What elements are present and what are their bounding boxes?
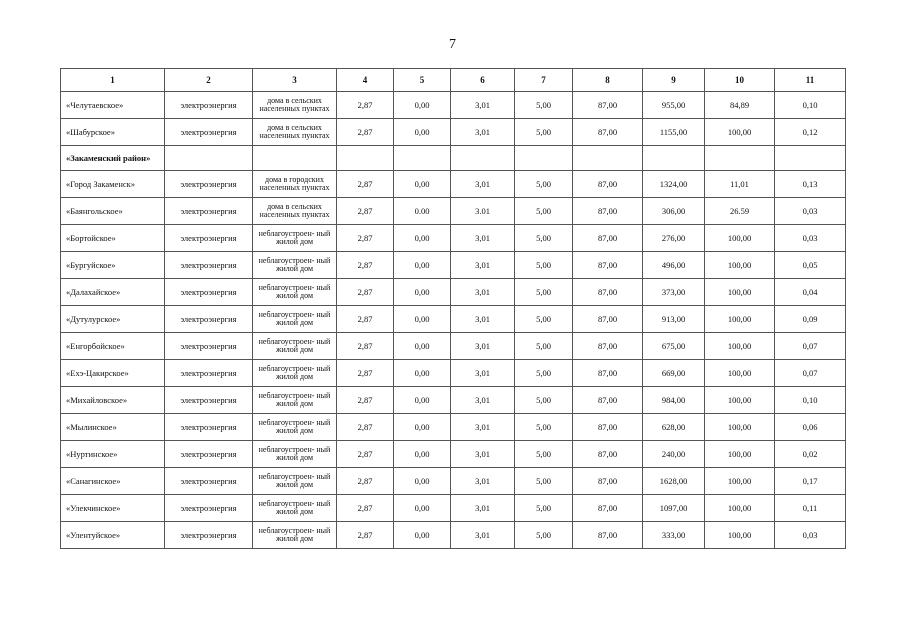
table-cell: 2,87 <box>337 441 394 468</box>
table-cell: 87,00 <box>573 225 643 252</box>
table-cell: 5,00 <box>515 119 573 146</box>
table-cell: электроэнергия <box>165 225 253 252</box>
table-cell: 0,06 <box>775 414 846 441</box>
table-cell: 87,00 <box>573 441 643 468</box>
table-cell: 913,00 <box>643 306 705 333</box>
table-cell: 100,00 <box>705 333 775 360</box>
table-cell: электроэнергия <box>165 468 253 495</box>
column-header: 4 <box>337 69 394 92</box>
table-cell: 5,00 <box>515 198 573 225</box>
table-cell: неблагоустроен- ный жилой дом <box>253 495 337 522</box>
table-cell: 87,00 <box>573 198 643 225</box>
table-cell: 3,01 <box>451 441 515 468</box>
table-cell: 0,02 <box>775 441 846 468</box>
table-cell: электроэнергия <box>165 441 253 468</box>
table-cell: 100,00 <box>705 360 775 387</box>
table-cell: 0,00 <box>394 306 451 333</box>
table-cell: 5,00 <box>515 387 573 414</box>
table-cell: 3,01 <box>451 306 515 333</box>
table-cell: 0,00 <box>394 119 451 146</box>
table-cell: 0,13 <box>775 171 846 198</box>
table-row <box>61 225 846 252</box>
table-cell: «Михайловское» <box>61 387 165 414</box>
table-cell: 5,00 <box>515 225 573 252</box>
table-cell: неблагоустроен- ный жилой дом <box>253 279 337 306</box>
table-cell: электроэнергия <box>165 495 253 522</box>
table-cell: 5,00 <box>515 495 573 522</box>
column-header: 5 <box>394 69 451 92</box>
table-cell: 3,01 <box>451 360 515 387</box>
table-cell <box>705 146 775 171</box>
table-cell: 0,10 <box>775 387 846 414</box>
table-cell: 0,00 <box>394 279 451 306</box>
table-cell: 2,87 <box>337 252 394 279</box>
table-cell: 100,00 <box>705 279 775 306</box>
table-cell <box>337 146 394 171</box>
column-header: 2 <box>165 69 253 92</box>
table-cell: 0,00 <box>394 225 451 252</box>
table-cell: 5,00 <box>515 279 573 306</box>
table-cell: неблагоустроен- ный жилой дом <box>253 414 337 441</box>
table-cell: дома в сельских населенных пунктах <box>253 92 337 119</box>
table-cell: «Ехэ-Цакирское» <box>61 360 165 387</box>
table-cell: электроэнергия <box>165 92 253 119</box>
table-cell: 3,01 <box>451 92 515 119</box>
table-cell: 669,00 <box>643 360 705 387</box>
table-cell: 5,00 <box>515 522 573 549</box>
table-cell: 0,03 <box>775 522 846 549</box>
table-cell: 0,17 <box>775 468 846 495</box>
table-cell: 5,00 <box>515 414 573 441</box>
table-cell: 2,87 <box>337 225 394 252</box>
table-cell: 87,00 <box>573 333 643 360</box>
table-cell: 100,00 <box>705 441 775 468</box>
table-cell: электроэнергия <box>165 522 253 549</box>
table-cell: электроэнергия <box>165 414 253 441</box>
table-cell: 87,00 <box>573 360 643 387</box>
table-cell: неблагоустроен- ный жилой дом <box>253 468 337 495</box>
table-cell: 5,00 <box>515 306 573 333</box>
table-cell <box>643 146 705 171</box>
table-cell: 100,00 <box>705 119 775 146</box>
table-cell: 87,00 <box>573 171 643 198</box>
column-header: 7 <box>515 69 573 92</box>
table-row <box>61 495 846 522</box>
table-cell: 5,00 <box>515 252 573 279</box>
table-cell: 87,00 <box>573 92 643 119</box>
table-cell: 0,00 <box>394 360 451 387</box>
section-title: «Закаменский район» <box>61 146 165 171</box>
table-cell: 100,00 <box>705 468 775 495</box>
table-cell <box>394 146 451 171</box>
table-cell: 3,01 <box>451 252 515 279</box>
table-cell: 100,00 <box>705 252 775 279</box>
table-cell: 955,00 <box>643 92 705 119</box>
table-cell: «Санагинское» <box>61 468 165 495</box>
table-cell: 2,87 <box>337 333 394 360</box>
table-cell <box>573 146 643 171</box>
table-body <box>61 69 846 549</box>
table-cell: 1155,00 <box>643 119 705 146</box>
table-cell: дома в городских населенных пунктах <box>253 171 337 198</box>
table-cell: «Баянгольское» <box>61 198 165 225</box>
table-cell: электроэнергия <box>165 198 253 225</box>
table-cell: 2,87 <box>337 495 394 522</box>
table-cell: 0,00 <box>394 522 451 549</box>
table-cell: 0,00 <box>394 333 451 360</box>
table-cell: 675,00 <box>643 333 705 360</box>
table-cell: 2,87 <box>337 522 394 549</box>
table-cell <box>515 146 573 171</box>
table-cell: 2,87 <box>337 171 394 198</box>
table-cell: 3,01 <box>451 333 515 360</box>
table-cell: 0,00 <box>394 387 451 414</box>
table-cell: «Улекчинское» <box>61 495 165 522</box>
table-row <box>61 92 846 119</box>
table-cell: электроэнергия <box>165 333 253 360</box>
table-cell: «Дутулурское» <box>61 306 165 333</box>
table-cell: 11,01 <box>705 171 775 198</box>
column-header: 10 <box>705 69 775 92</box>
table-cell: 0,00 <box>394 92 451 119</box>
table-cell: 100,00 <box>705 225 775 252</box>
table-cell: 0,03 <box>775 198 846 225</box>
table-cell: 2,87 <box>337 360 394 387</box>
table-cell: 87,00 <box>573 495 643 522</box>
table-cell: 87,00 <box>573 252 643 279</box>
table-row <box>61 441 846 468</box>
table-cell: неблагоустроен- ный жилой дом <box>253 252 337 279</box>
table-cell: 5,00 <box>515 333 573 360</box>
table-cell: 0,11 <box>775 495 846 522</box>
table-cell: электроэнергия <box>165 360 253 387</box>
table-cell: неблагоустроен- ный жилой дом <box>253 441 337 468</box>
table-cell: 3,01 <box>451 387 515 414</box>
table-cell: 2,87 <box>337 119 394 146</box>
table-cell: 0,03 <box>775 225 846 252</box>
table-row <box>61 198 846 225</box>
table-cell <box>253 146 337 171</box>
header-row <box>61 69 846 92</box>
table-cell: 0,04 <box>775 279 846 306</box>
table-cell: 5,00 <box>515 92 573 119</box>
table-cell: неблагоустроен- ный жилой дом <box>253 306 337 333</box>
table-cell: 3,01 <box>451 414 515 441</box>
section-row <box>61 146 846 171</box>
table-cell: 87,00 <box>573 279 643 306</box>
table-cell: неблагоустроен- ный жилой дом <box>253 522 337 549</box>
table-cell: 100,00 <box>705 306 775 333</box>
table-cell: «Бортойское» <box>61 225 165 252</box>
column-header: 11 <box>775 69 846 92</box>
column-header: 3 <box>253 69 337 92</box>
table-cell: 5,00 <box>515 441 573 468</box>
table-row <box>61 252 846 279</box>
table-cell: 100,00 <box>705 387 775 414</box>
table-cell: «Бургуйское» <box>61 252 165 279</box>
table-cell: 5,00 <box>515 171 573 198</box>
table-cell: «Мылинское» <box>61 414 165 441</box>
table-cell: 3,01 <box>451 171 515 198</box>
table-cell: 87,00 <box>573 522 643 549</box>
table-cell: 0,00 <box>394 468 451 495</box>
table-cell: 3,01 <box>451 522 515 549</box>
table-cell: электроэнергия <box>165 387 253 414</box>
data-table <box>60 68 846 549</box>
table-cell: 0.00 <box>394 198 451 225</box>
table-cell: «Город Закаменск» <box>61 171 165 198</box>
table-cell: 87,00 <box>573 414 643 441</box>
table-cell: 2,87 <box>337 387 394 414</box>
table-cell: 3,01 <box>451 468 515 495</box>
table-row <box>61 522 846 549</box>
table-cell: 3,01 <box>451 279 515 306</box>
table-cell: 628,00 <box>643 414 705 441</box>
table-cell: 1324,00 <box>643 171 705 198</box>
table-row <box>61 171 846 198</box>
table-cell: 0,07 <box>775 333 846 360</box>
table-row <box>61 119 846 146</box>
table-cell: 496,00 <box>643 252 705 279</box>
table-cell <box>451 146 515 171</box>
table-cell: 26.59 <box>705 198 775 225</box>
table-cell: 0,00 <box>394 441 451 468</box>
table-cell: 306,00 <box>643 198 705 225</box>
table-cell: «Челутаевское» <box>61 92 165 119</box>
column-header: 8 <box>573 69 643 92</box>
table-cell <box>775 146 846 171</box>
table-cell: 87,00 <box>573 119 643 146</box>
table-cell: электроэнергия <box>165 279 253 306</box>
table-cell: электроэнергия <box>165 306 253 333</box>
table-cell: неблагоустроен- ный жилой дом <box>253 387 337 414</box>
table-cell: 0,07 <box>775 360 846 387</box>
table-cell: 276,00 <box>643 225 705 252</box>
table-cell: 0,09 <box>775 306 846 333</box>
table-cell: 5,00 <box>515 468 573 495</box>
table-cell: электроэнергия <box>165 171 253 198</box>
table-cell: 1628,00 <box>643 468 705 495</box>
table-cell: 0,00 <box>394 252 451 279</box>
table-cell: 100,00 <box>705 414 775 441</box>
table-cell: электроэнергия <box>165 252 253 279</box>
table-row <box>61 414 846 441</box>
table-cell: 2,87 <box>337 198 394 225</box>
table-cell: 2,87 <box>337 468 394 495</box>
table-cell: 87,00 <box>573 387 643 414</box>
table-row <box>61 387 846 414</box>
table-cell: неблагоустроен- ный жилой дом <box>253 333 337 360</box>
table-cell: дома в сельских населенных пунктах <box>253 119 337 146</box>
table-cell: 3.01 <box>451 198 515 225</box>
table-cell: 3,01 <box>451 495 515 522</box>
table-cell: дома в сельских населенных пунктах <box>253 198 337 225</box>
table-cell: 0,00 <box>394 495 451 522</box>
column-header: 1 <box>61 69 165 92</box>
table-row <box>61 333 846 360</box>
table-cell: 2,87 <box>337 414 394 441</box>
table-cell: 0,12 <box>775 119 846 146</box>
table-row <box>61 279 846 306</box>
table-row <box>61 468 846 495</box>
table-cell: 2,87 <box>337 279 394 306</box>
table-cell: неблагоустроен- ный жилой дом <box>253 360 337 387</box>
table-cell: 2,87 <box>337 92 394 119</box>
table-cell: «Енгорбойское» <box>61 333 165 360</box>
table-cell: «Далахайское» <box>61 279 165 306</box>
table-cell: «Шабурское» <box>61 119 165 146</box>
table-cell: 984,00 <box>643 387 705 414</box>
table-cell: 87,00 <box>573 468 643 495</box>
table-cell: 3,01 <box>451 119 515 146</box>
table-cell: 100,00 <box>705 522 775 549</box>
table-cell: 5,00 <box>515 360 573 387</box>
column-header: 6 <box>451 69 515 92</box>
table-cell: 0,05 <box>775 252 846 279</box>
table-cell: 0,00 <box>394 171 451 198</box>
table-row <box>61 306 846 333</box>
table-cell <box>165 146 253 171</box>
table-cell: 3,01 <box>451 225 515 252</box>
table-cell: 87,00 <box>573 306 643 333</box>
table-cell: 0,00 <box>394 414 451 441</box>
column-header: 9 <box>643 69 705 92</box>
table-cell: 1097,00 <box>643 495 705 522</box>
table-cell: 373,00 <box>643 279 705 306</box>
table-cell: 0,10 <box>775 92 846 119</box>
table-cell: 333,00 <box>643 522 705 549</box>
page-number: 7 <box>449 37 456 52</box>
table-cell: «Нуртинское» <box>61 441 165 468</box>
table-cell: электроэнергия <box>165 119 253 146</box>
table-cell: неблагоустроен- ный жилой дом <box>253 225 337 252</box>
table-cell: 240,00 <box>643 441 705 468</box>
table-cell: 2,87 <box>337 306 394 333</box>
table-cell: 84,89 <box>705 92 775 119</box>
table-cell: «Улентуйское» <box>61 522 165 549</box>
table-row <box>61 360 846 387</box>
table-cell: 100,00 <box>705 495 775 522</box>
